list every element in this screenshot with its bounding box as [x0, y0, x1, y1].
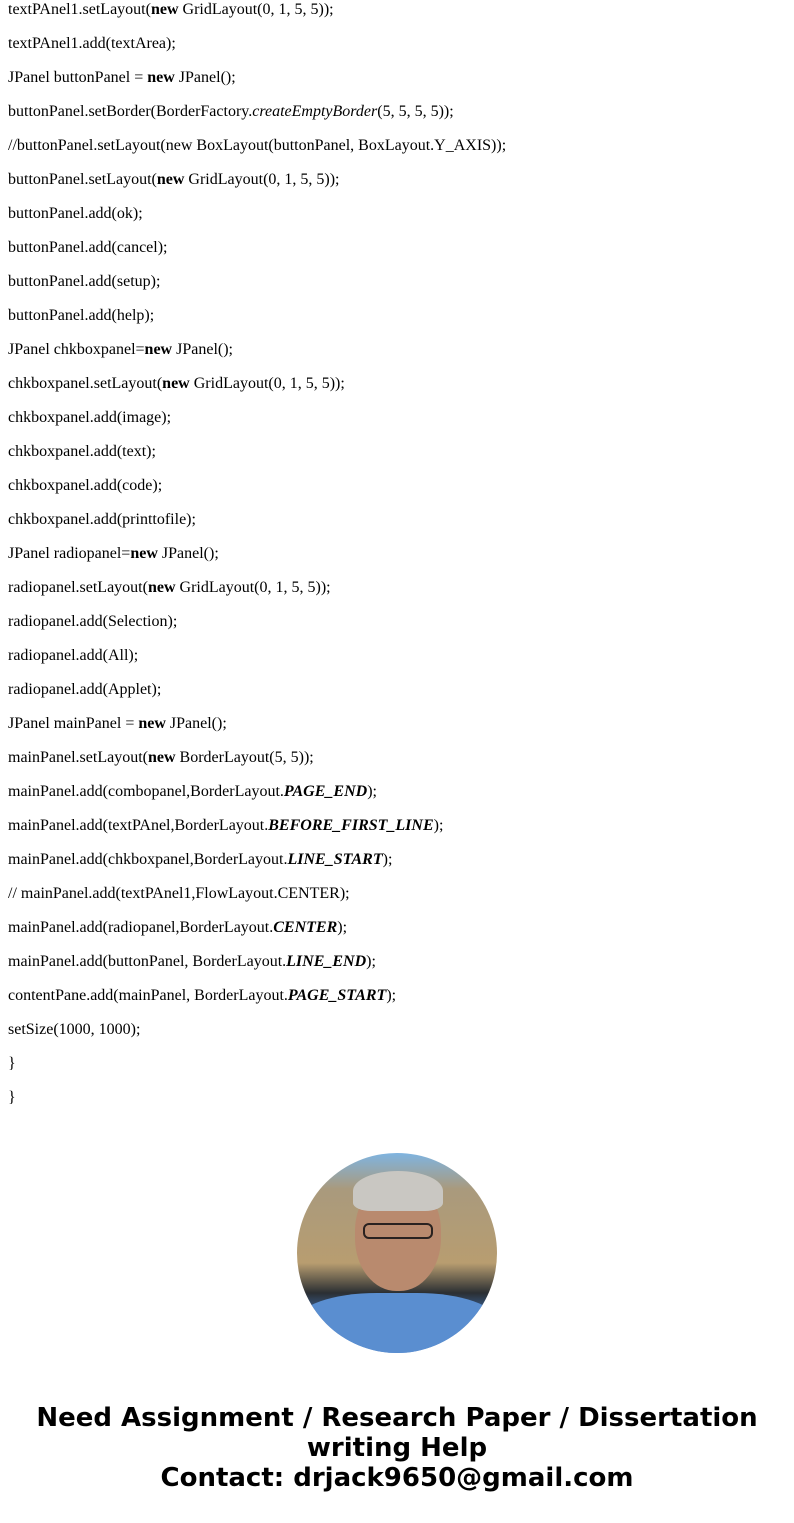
code-line	[8, 510, 506, 544]
code-line	[8, 306, 506, 340]
code-token: chkboxpanel.add(image);	[8, 409, 172, 426]
code-line	[8, 748, 506, 782]
code-token: radiopanel.add(Selection);	[8, 613, 178, 630]
code-token: mainPanel.add(buttonPanel, BorderLayout.	[8, 953, 287, 970]
code-token: }	[8, 1089, 16, 1106]
code-line	[8, 102, 506, 136]
code-token: JPanel();	[165, 715, 227, 732]
code-line	[8, 884, 506, 918]
code-token: new	[162, 375, 190, 392]
code-line	[8, 476, 506, 510]
code-token: buttonPanel.setLayout(	[8, 171, 157, 188]
code-token: );	[433, 817, 444, 834]
code-token: );	[382, 851, 393, 868]
code-token: buttonPanel.setBorder(BorderFactory.	[8, 103, 253, 120]
code-line	[8, 136, 506, 170]
code-token: JPanel chkboxpanel=	[8, 341, 145, 358]
code-token: PAGE_END	[283, 783, 368, 800]
code-token: JPanel buttonPanel =	[8, 69, 148, 86]
code-line	[8, 374, 506, 408]
code-token: mainPanel.add(radiopanel,BorderLayout.	[8, 919, 274, 936]
code-token: new	[147, 749, 176, 766]
code-line	[8, 714, 506, 748]
code-line	[8, 918, 506, 952]
code-line	[8, 408, 506, 442]
code-token: GridLayout(0, 1, 5, 5));	[184, 171, 340, 188]
code-token: buttonPanel.add(help);	[8, 307, 155, 324]
code-token: JPanel();	[157, 545, 219, 562]
code-line	[8, 170, 506, 204]
code-line	[8, 646, 506, 680]
code-line	[8, 34, 506, 68]
code-token: JPanel radiopanel=	[8, 545, 131, 562]
code-token: textPAnel1.add(textArea);	[8, 35, 176, 52]
code-token: LINE_END	[286, 953, 367, 970]
code-token: BorderLayout(5, 5));	[175, 749, 314, 766]
footer-line-1: Need Assignment / Research Paper / Dissertation	[36, 1403, 758, 1433]
code-token: LINE_START	[287, 851, 383, 868]
code-token: PAGE_START	[287, 987, 387, 1004]
code-token: buttonPanel.add(setup);	[8, 273, 161, 290]
code-token: );	[337, 919, 348, 936]
code-line	[8, 340, 506, 374]
code-line	[8, 612, 506, 646]
code-line	[8, 782, 506, 816]
code-token: chkboxpanel.add(code);	[8, 477, 163, 494]
code-token: );	[366, 953, 376, 970]
footer-line-2: writing Help	[306, 1433, 488, 1463]
code-listing	[8, 0, 506, 1122]
code-line	[8, 850, 506, 884]
code-token: new	[156, 171, 185, 188]
code-token: textPAnel1.setLayout(	[8, 1, 151, 18]
code-token: radiopanel.add(Applet);	[8, 681, 162, 698]
code-token: BEFORE_FIRST_LINE	[268, 817, 434, 834]
author-photo	[297, 1153, 497, 1353]
code-token: JPanel mainPanel =	[8, 715, 139, 732]
code-token: radiopanel.add(All);	[8, 647, 139, 664]
code-line	[8, 204, 506, 238]
code-token: mainPanel.add(chkboxpanel,BorderLayout.	[8, 851, 288, 868]
code-line	[8, 952, 506, 986]
code-token: (5, 5, 5, 5));	[377, 103, 454, 120]
code-token: JPanel();	[174, 69, 236, 86]
code-line	[8, 442, 506, 476]
contact-banner	[0, 1403, 794, 1493]
code-line	[8, 1020, 506, 1054]
code-token: contentPane.add(mainPanel, BorderLayout.	[8, 987, 288, 1004]
code-line	[8, 68, 506, 102]
code-token: //buttonPanel.setLayout(new BoxLayout(buttonPanel, BoxLayout.Y_AXIS));	[8, 137, 507, 154]
code-line	[8, 986, 506, 1020]
code-line	[8, 680, 506, 714]
code-token: new	[144, 341, 173, 358]
code-line	[8, 0, 506, 34]
code-token: new	[147, 69, 175, 86]
code-token: mainPanel.add(combopanel,BorderLayout.	[8, 783, 284, 800]
code-token: mainPanel.add(textPAnel,BorderLayout.	[8, 817, 269, 834]
code-token: buttonPanel.add(cancel);	[8, 239, 168, 256]
code-token: mainPanel.setLayout(	[8, 749, 148, 766]
code-token: );	[386, 987, 397, 1004]
code-token: CENTER	[273, 919, 338, 936]
code-token: buttonPanel.add(ok);	[8, 205, 143, 222]
code-token: JPanel();	[172, 341, 233, 358]
code-token: radiopanel.setLayout(	[8, 579, 148, 596]
code-line	[8, 238, 506, 272]
code-token: chkboxpanel.add(printtofile);	[8, 511, 196, 528]
code-token: chkboxpanel.setLayout(	[8, 375, 163, 392]
code-token: new	[130, 545, 158, 562]
code-line	[8, 1054, 506, 1088]
code-token: createEmptyBorder	[252, 103, 378, 120]
code-token: chkboxpanel.add(text);	[8, 443, 156, 460]
code-line	[8, 544, 506, 578]
code-token: // mainPanel.add(textPAnel1,FlowLayout.CENTER);	[8, 885, 350, 902]
code-line	[8, 578, 506, 612]
code-token: GridLayout(0, 1, 5, 5));	[175, 579, 331, 596]
code-line	[8, 1088, 506, 1122]
code-line	[8, 272, 506, 306]
code-token: );	[367, 783, 377, 800]
code-token: new	[147, 579, 176, 596]
code-token: GridLayout(0, 1, 5, 5));	[189, 375, 345, 392]
code-token: GridLayout(0, 1, 5, 5));	[178, 1, 334, 18]
code-token: new	[150, 1, 179, 18]
code-line	[8, 816, 506, 850]
footer-contact: Contact: drjack9650@gmail.com	[160, 1463, 634, 1493]
code-token: new	[138, 715, 166, 732]
code-token: setSize(1000, 1000);	[8, 1021, 141, 1038]
code-token: }	[8, 1055, 16, 1072]
